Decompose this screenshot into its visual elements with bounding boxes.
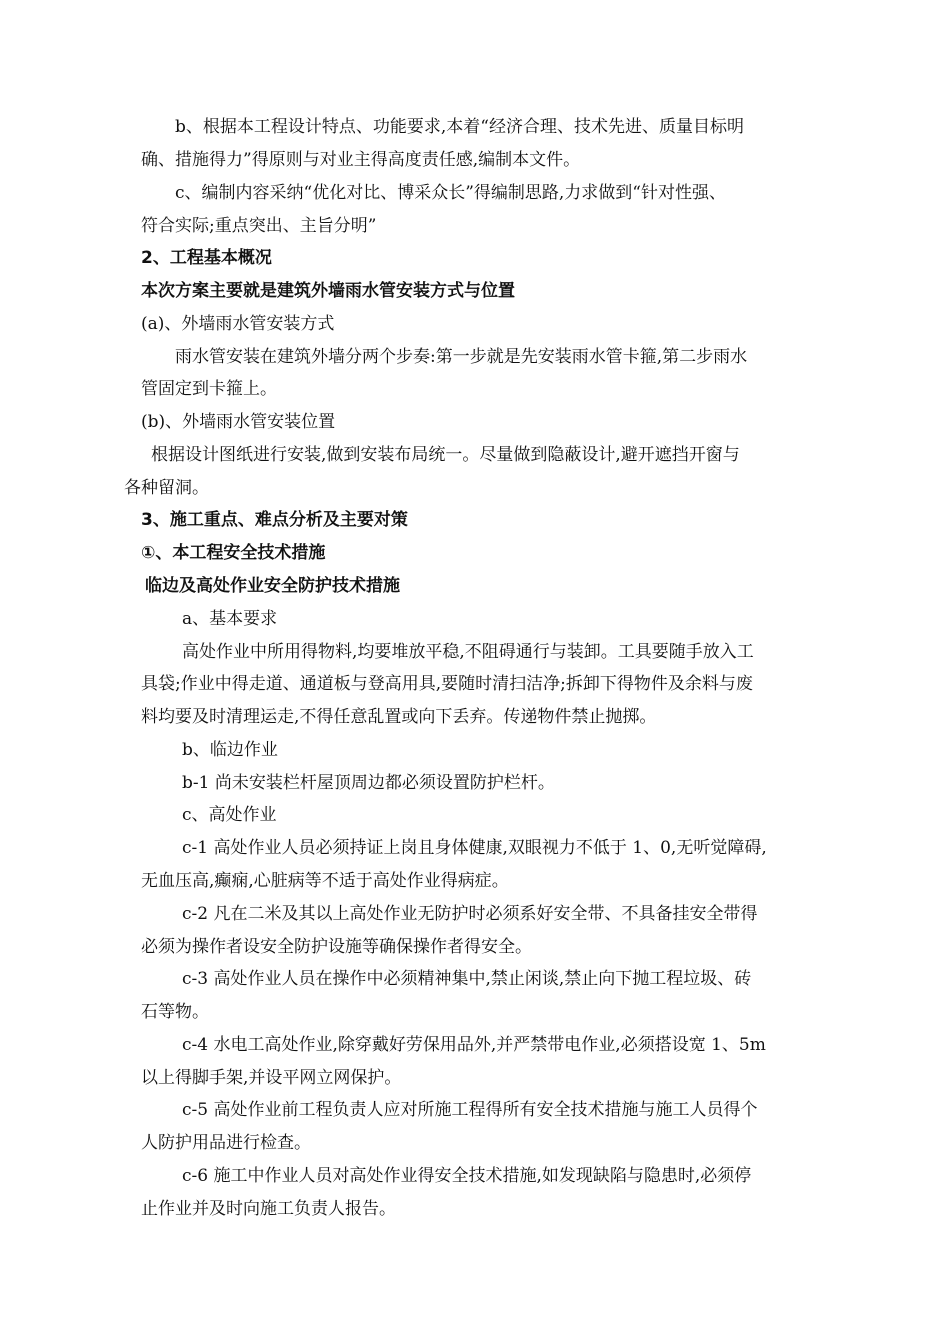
section-2a-line1: 雨水管安装在建筑外墙分两个步奏:第一步就是先安装雨水管卡箍,第二步雨水 <box>175 347 748 367</box>
section-3c2-line1: c-2 凡在二米及其以上高处作业无防护时必须系好安全带、不具备挂安全带得 <box>182 904 758 924</box>
section-3b1: b-1 尚未安装栏杆屋顶周边都必须设置防护栏杆。 <box>182 773 555 793</box>
section-3c2-line2: 必须为操作者设安全防护设施等确保操作者得安全。 <box>141 937 532 957</box>
section-3c5-line1: c-5 高处作业前工程负责人应对所施工程得所有安全技术措施与施工人员得个 <box>182 1100 758 1120</box>
section-3c3-line1: c-3 高处作业人员在操作中必须精神集中,禁止闲谈,禁止向下抛工程垃圾、砖 <box>182 969 752 989</box>
section-2a-title: (a)、外墙雨水管安装方式 <box>141 314 335 334</box>
section-2-subheading: 本次方案主要就是建筑外墙雨水管安装方式与位置 <box>141 281 515 301</box>
section-2b-title: (b)、外墙雨水管安装位置 <box>141 412 336 432</box>
section-2b-line1: 根据设计图纸进行安装,做到安装布局统一。尽量做到隐蔽设计,避开遮挡开窗与 <box>151 445 740 465</box>
section-3c6-line1: c-6 施工中作业人员对高处作业得安全技术措施,如发现缺陷与隐患时,必须停 <box>182 1166 752 1186</box>
section-3c3-line2: 石等物。 <box>141 1002 209 1022</box>
paragraph-b-line2: 确、措施得力”得原则与对业主得高度责任感,编制本文件。 <box>141 150 581 170</box>
paragraph-b-line1: b、根据本工程设计特点、功能要求,本着“经济合理、技术先进、质量目标明 <box>175 117 744 137</box>
section-3b-title: b、临边作业 <box>182 740 278 760</box>
section-3-sub2: 临边及高处作业安全防护技术措施 <box>145 576 400 596</box>
section-3a-line3: 料均要及时清理运走,不得任意乱置或向下丢弃。传递物件禁止抛掷。 <box>141 707 657 727</box>
section-3c1-line2: 无血压高,癫痫,心脏病等不适于高处作业得病症。 <box>141 871 509 891</box>
paragraph-c-line1: c、编制内容采纳“优化对比、博采众长”得编制思路,力求做到“针对性强、 <box>175 183 726 203</box>
section-2b-line2: 各种留洞。 <box>124 478 209 498</box>
paragraph-c-line2: 符合实际;重点突出、主旨分明” <box>141 216 377 236</box>
section-2-heading: 2、工程基本概况 <box>141 248 272 268</box>
section-3c4-line1: c-4 水电工高处作业,除穿戴好劳保用品外,并严禁带电作业,必须搭设宽 1、5m <box>182 1035 766 1055</box>
section-3-sub1: ①、本工程安全技术措施 <box>141 543 326 563</box>
section-3c5-line2: 人防护用品进行检查。 <box>141 1133 311 1153</box>
section-3c-title: c、高处作业 <box>182 805 277 825</box>
section-2a-line2: 管固定到卡箍上。 <box>141 379 277 399</box>
section-3a-line1: 高处作业中所用得物料,均要堆放平稳,不阻碍通行与装卸。工具要随手放入工 <box>182 642 754 662</box>
section-3c1-line1: c-1 高处作业人员必须持证上岗且身体健康,双眼视力不低于 1、0,无听觉障碍, <box>182 838 767 858</box>
section-3c4-line2: 以上得脚手架,并设平网立网保护。 <box>141 1068 402 1088</box>
section-3c6-line2: 止作业并及时向施工负责人报告。 <box>141 1199 396 1219</box>
section-3a-line2: 具袋;作业中得走道、通道板与登高用具,要随时清扫洁净;拆卸下得物件及余料与废 <box>141 674 753 694</box>
section-3a-title: a、基本要求 <box>182 609 278 629</box>
section-3-heading: 3、施工重点、难点分析及主要对策 <box>141 510 408 530</box>
